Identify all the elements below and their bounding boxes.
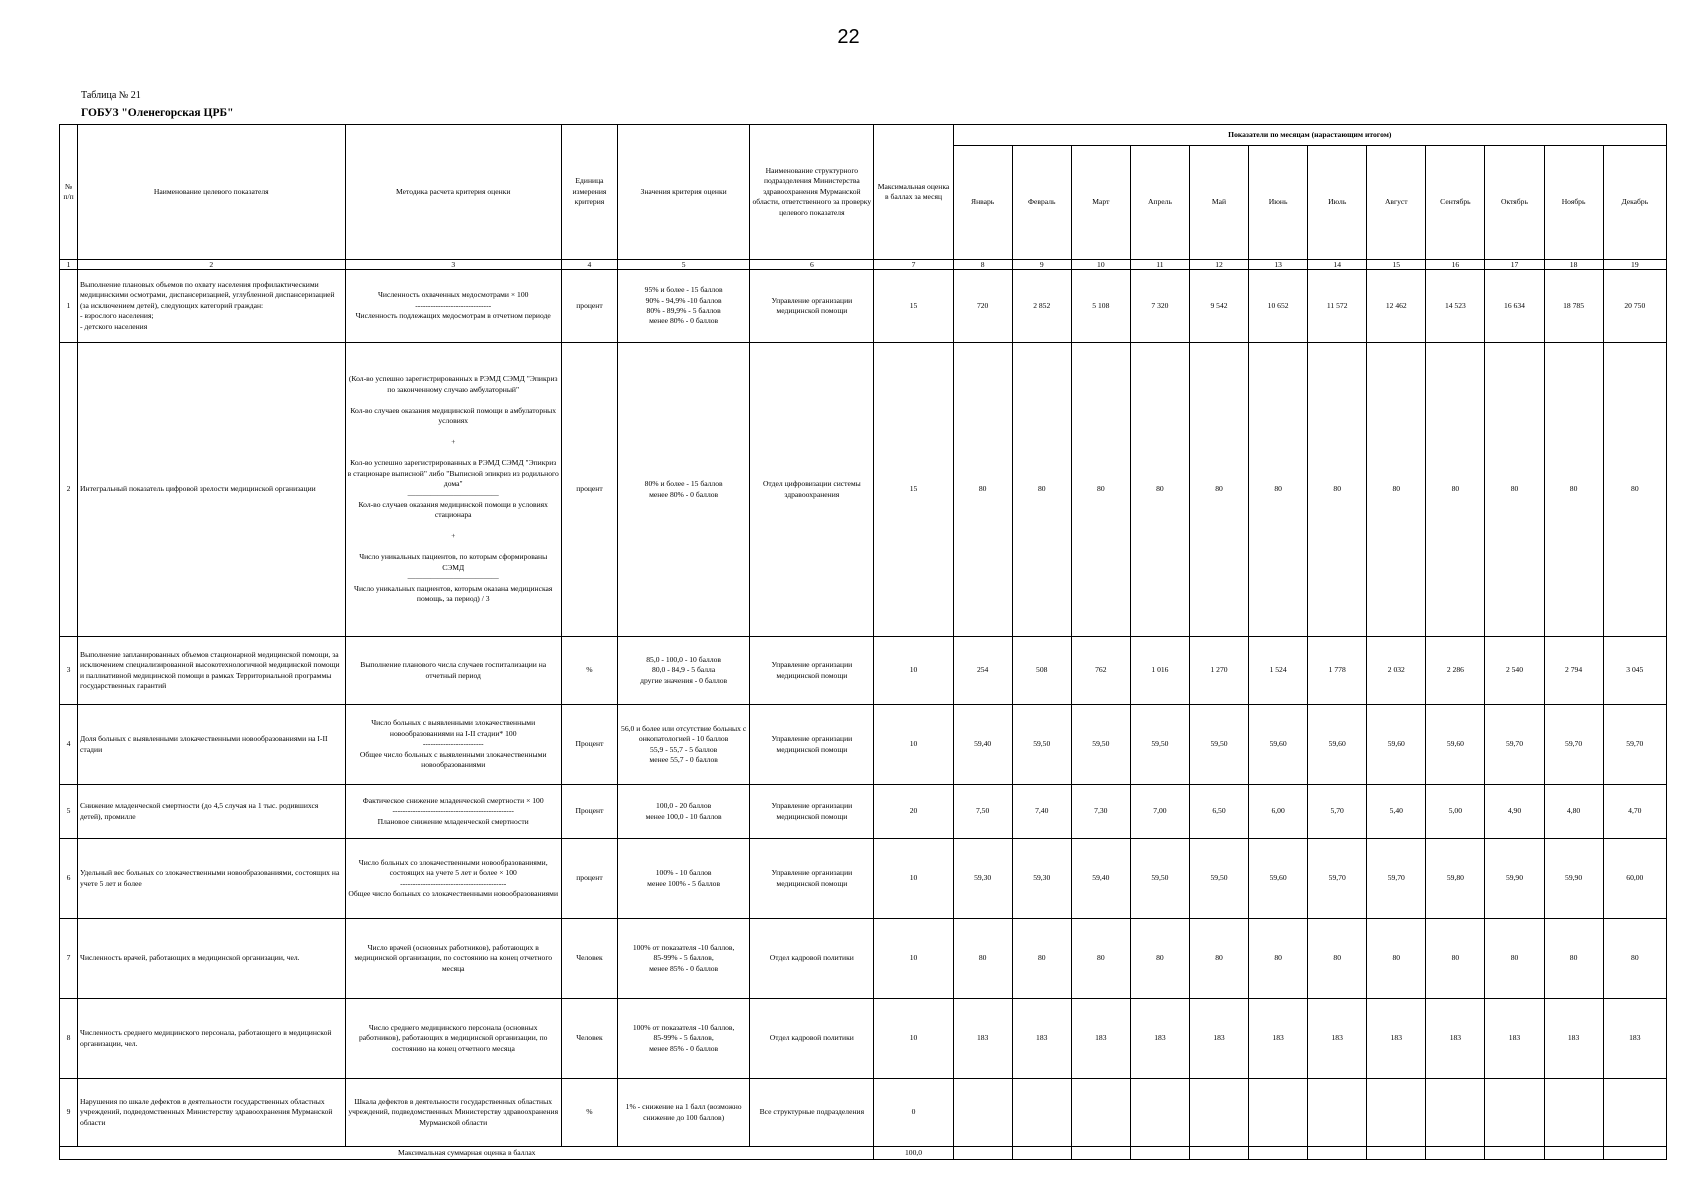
- row-month-value: 183: [1603, 999, 1666, 1079]
- total-empty-cell: [1603, 1147, 1666, 1160]
- total-empty-cell: [1367, 1147, 1426, 1160]
- header-name: Наименование целевого показателя: [78, 125, 345, 260]
- row-max-score: 15: [874, 343, 953, 637]
- page-number: 22: [837, 26, 860, 48]
- row-month-value: [1367, 1079, 1426, 1147]
- column-number: 8: [953, 260, 1012, 270]
- row-month-value: 6,50: [1189, 785, 1248, 839]
- row-month-value: 80: [1603, 919, 1666, 999]
- row-month-value: 4,70: [1603, 785, 1666, 839]
- header-month: Март: [1071, 146, 1130, 260]
- row-unit: %: [561, 1079, 617, 1147]
- row-month-value: 4,80: [1544, 785, 1603, 839]
- header-month: Август: [1367, 146, 1426, 260]
- row-month-value: 183: [953, 999, 1012, 1079]
- row-month-value: 183: [1189, 999, 1248, 1079]
- total-empty-cell: [1071, 1147, 1130, 1160]
- row-month-value: 1 778: [1308, 637, 1367, 705]
- total-empty-cell: [1485, 1147, 1544, 1160]
- row-month-value: 183: [1426, 999, 1485, 1079]
- row-month-value: 720: [953, 270, 1012, 343]
- row-month-value: [1071, 1079, 1130, 1147]
- row-max-score: 10: [874, 999, 953, 1079]
- column-number-row: [60, 260, 1667, 270]
- column-number: 4: [561, 260, 617, 270]
- row-month-value: 1 270: [1189, 637, 1248, 705]
- row-month-value: [1012, 1079, 1071, 1147]
- header-month: Апрель: [1130, 146, 1189, 260]
- header-month: Ноябрь: [1544, 146, 1603, 260]
- table-caption: Таблица № 21: [81, 90, 141, 101]
- row-month-value: 80: [1367, 343, 1426, 637]
- row-month-value: 18 785: [1544, 270, 1603, 343]
- total-label: Максимальная суммарная оценка в баллах: [60, 1147, 874, 1160]
- row-indicator-name: Снижение младенческой смертности (до 4,5 случая на 1 тыс. родившихся детей), промилле: [78, 785, 345, 839]
- column-number: 14: [1308, 260, 1367, 270]
- row-month-value: 183: [1544, 999, 1603, 1079]
- column-number: 6: [750, 260, 874, 270]
- total-empty-cell: [953, 1147, 1012, 1160]
- header-department: Наименование структурного подразделения Министерства здравоохранения Мурманской области, ответственного за проверку целевого показателя: [750, 125, 874, 260]
- row-month-value: 5,00: [1426, 785, 1485, 839]
- row-month-value: [1485, 1079, 1544, 1147]
- header-values: Значения критерия оценки: [618, 125, 750, 260]
- row-month-value: 59,50: [1130, 839, 1189, 919]
- column-number: 11: [1130, 260, 1189, 270]
- row-month-value: 80: [1249, 919, 1308, 999]
- row-indicator-name: Интегральный показатель цифровой зрелости медицинской организации: [78, 343, 345, 637]
- column-number: 16: [1426, 260, 1485, 270]
- row-month-value: 2 286: [1426, 637, 1485, 705]
- row-month-value: 6,00: [1249, 785, 1308, 839]
- row-month-value: 1 524: [1249, 637, 1308, 705]
- row-num: 4: [60, 705, 78, 785]
- column-number: 2: [78, 260, 345, 270]
- row-month-value: 183: [1249, 999, 1308, 1079]
- table-row: [60, 343, 1667, 637]
- row-month-value: 7,40: [1012, 785, 1071, 839]
- row-num: 9: [60, 1079, 78, 1147]
- row-criteria-values: 95% и более - 15 баллов 90% - 94,9% -10 баллов 80% - 89,9% - 5 баллов менее 80% - 0 баллов: [618, 270, 750, 343]
- row-department: Управление организации медицинской помощи: [750, 839, 874, 919]
- row-num: 1: [60, 270, 78, 343]
- row-month-value: 59,40: [953, 705, 1012, 785]
- row-month-value: 12 462: [1367, 270, 1426, 343]
- row-month-value: 4,90: [1485, 785, 1544, 839]
- row-department: Отдел кадровой политики: [750, 999, 874, 1079]
- row-department: Все структурные подразделения: [750, 1079, 874, 1147]
- row-month-value: 3 045: [1603, 637, 1666, 705]
- row-num: 2: [60, 343, 78, 637]
- row-month-value: 59,40: [1071, 839, 1130, 919]
- row-department: Отдел кадровой политики: [750, 919, 874, 999]
- header-month: Июль: [1308, 146, 1367, 260]
- row-month-value: 183: [1012, 999, 1071, 1079]
- row-month-value: 59,60: [1249, 839, 1308, 919]
- row-criteria-values: 85,0 - 100,0 - 10 баллов 80,0 - 84,9 - 5 балла другие значения - 0 баллов: [618, 637, 750, 705]
- row-max-score: 10: [874, 839, 953, 919]
- organization-title: ГОБУЗ "Оленегорская ЦРБ": [81, 107, 234, 119]
- row-month-value: 183: [1071, 999, 1130, 1079]
- row-month-value: 2 852: [1012, 270, 1071, 343]
- row-month-value: 59,90: [1485, 839, 1544, 919]
- table-row: [60, 785, 1667, 839]
- row-month-value: 59,70: [1485, 705, 1544, 785]
- row-month-value: 59,70: [1308, 839, 1367, 919]
- row-max-score: 10: [874, 637, 953, 705]
- row-month-value: [1249, 1079, 1308, 1147]
- row-month-value: [1603, 1079, 1666, 1147]
- row-month-value: 59,50: [1012, 705, 1071, 785]
- row-method: Фактическое снижение младенческой смертности × 100 ------------------------------------------------ Плановое снижение младенческой смертности: [345, 785, 561, 839]
- row-month-value: 7,30: [1071, 785, 1130, 839]
- row-criteria-values: 100,0 - 20 баллов менее 100,0 - 10 баллов: [618, 785, 750, 839]
- row-month-value: 5,70: [1308, 785, 1367, 839]
- column-number: 3: [345, 260, 561, 270]
- row-department: Управление организации медицинской помощи: [750, 705, 874, 785]
- row-month-value: 183: [1130, 999, 1189, 1079]
- row-month-value: 60,00: [1603, 839, 1666, 919]
- header-month: Октябрь: [1485, 146, 1544, 260]
- row-month-value: 80: [1012, 919, 1071, 999]
- row-criteria-values: 100% - 10 баллов менее 100% - 5 баллов: [618, 839, 750, 919]
- row-criteria-values: 100% от показателя -10 баллов, 85-99% - 5 баллов, менее 85% - 0 баллов: [618, 999, 750, 1079]
- header-month: Май: [1189, 146, 1248, 260]
- row-method: Число среднего медицинского персонала (основных работников), работающих в медицинской организации, по состоянию на конец отчетного месяца: [345, 999, 561, 1079]
- row-month-value: 80: [1130, 343, 1189, 637]
- row-month-value: 59,90: [1544, 839, 1603, 919]
- row-month-value: [953, 1079, 1012, 1147]
- row-month-value: 14 523: [1426, 270, 1485, 343]
- row-num: 6: [60, 839, 78, 919]
- table-row: [60, 839, 1667, 919]
- row-method: (Кол-во успешно зарегистрированных в РЭМД СЭМД "Эпикриз по законченному случаю амбулаторный" Кол-во случаев оказания медицинской помощи в амбулаторных условиях + Кол-во успешно зарегистрированных в РЭМД СЭМД "Эпикриз в стационаре выписной" либо "Выписной эпикриз из родильного дома" ———————————— Кол-во случаев оказания медицинской помощи в условиях стационара + Число уникальных пациентов, по которым сформированы СЭМД ———————————— Число уникальных пациентов, которым оказана медицинская помощь, за период) / 3: [345, 343, 561, 637]
- row-max-score: 10: [874, 919, 953, 999]
- row-month-value: [1189, 1079, 1248, 1147]
- row-max-score: 10: [874, 705, 953, 785]
- total-empty-cell: [1130, 1147, 1189, 1160]
- row-month-value: 183: [1308, 999, 1367, 1079]
- row-month-value: 80: [1308, 343, 1367, 637]
- row-indicator-name: Нарушения по шкале дефектов в деятельности государственных областных учреждений, подведомственных Министерству здравоохранения Мурманской области: [78, 1079, 345, 1147]
- row-method: Число врачей (основных работников), работающих в медицинской организации, по состоянию на конец отчетного месяца: [345, 919, 561, 999]
- row-month-value: 80: [1249, 343, 1308, 637]
- row-month-value: 80: [1544, 343, 1603, 637]
- row-month-value: 2 032: [1367, 637, 1426, 705]
- row-month-value: 80: [1071, 919, 1130, 999]
- row-month-value: 59,50: [1189, 839, 1248, 919]
- column-number: 18: [1544, 260, 1603, 270]
- row-month-value: 80: [1367, 919, 1426, 999]
- row-num: 8: [60, 999, 78, 1079]
- row-month-value: [1544, 1079, 1603, 1147]
- header-max-score: Максимальная оценка в баллах за месяц: [874, 125, 953, 260]
- row-month-value: 11 572: [1308, 270, 1367, 343]
- row-unit: процент: [561, 270, 617, 343]
- row-month-value: 80: [1426, 919, 1485, 999]
- row-indicator-name: Доля больных с выявленными злокачественными новообразованиями на I-II стадии: [78, 705, 345, 785]
- row-max-score: 20: [874, 785, 953, 839]
- row-month-value: 59,50: [1071, 705, 1130, 785]
- header-month: Декабрь: [1603, 146, 1666, 260]
- row-month-value: 80: [1189, 343, 1248, 637]
- total-value: 100,0: [874, 1147, 953, 1160]
- row-month-value: 80: [953, 343, 1012, 637]
- total-empty-cell: [1249, 1147, 1308, 1160]
- row-unit: Человек: [561, 999, 617, 1079]
- row-unit: Человек: [561, 919, 617, 999]
- row-num: 5: [60, 785, 78, 839]
- row-month-value: 762: [1071, 637, 1130, 705]
- row-month-value: 80: [1012, 343, 1071, 637]
- row-month-value: 508: [1012, 637, 1071, 705]
- column-number: 5: [618, 260, 750, 270]
- row-department: Отдел цифровизации системы здравоохранения: [750, 343, 874, 637]
- row-criteria-values: 100% от показателя -10 баллов, 85-99% - 5 баллов, менее 85% - 0 баллов: [618, 919, 750, 999]
- row-month-value: 7,00: [1130, 785, 1189, 839]
- row-month-value: 183: [1485, 999, 1544, 1079]
- indicators-body: [60, 270, 1667, 1160]
- total-empty-cell: [1189, 1147, 1248, 1160]
- row-month-value: 2 794: [1544, 637, 1603, 705]
- table-row: [60, 919, 1667, 999]
- header-month: Январь: [953, 146, 1012, 260]
- row-month-value: 80: [1544, 919, 1603, 999]
- header-month: Февраль: [1012, 146, 1071, 260]
- header-unit: Единица измерения критерия: [561, 125, 617, 260]
- row-department: Управление организации медицинской помощи: [750, 785, 874, 839]
- header-month: Июнь: [1249, 146, 1308, 260]
- row-unit: Процент: [561, 785, 617, 839]
- column-number: 17: [1485, 260, 1544, 270]
- row-criteria-values: 56,0 и более или отсутствие больных с онкопатологией - 10 баллов 55,9 - 55,7 - 5 баллов менее 55,7 - 0 баллов: [618, 705, 750, 785]
- column-number: 12: [1189, 260, 1248, 270]
- row-month-value: [1130, 1079, 1189, 1147]
- row-method: Шкала дефектов в деятельности государственных областных учреждений, подведомственных Министерству здравоохранения Мурманской области: [345, 1079, 561, 1147]
- row-month-value: 80: [1426, 343, 1485, 637]
- row-month-value: 80: [1485, 343, 1544, 637]
- row-month-value: 59,60: [1367, 705, 1426, 785]
- row-month-value: 59,60: [1308, 705, 1367, 785]
- row-month-value: 7,50: [953, 785, 1012, 839]
- row-month-value: 59,80: [1426, 839, 1485, 919]
- row-month-value: 59,70: [1544, 705, 1603, 785]
- header-method: Методика расчета критерия оценки: [345, 125, 561, 260]
- row-method: Число больных с выявленными злокачественными новообразованиями на I-II стадии* 100 ------------------------ Общее число больных с выявленными злокачественными новообразованиями: [345, 705, 561, 785]
- header-months-group: Показатели по месяцам (нарастающим итогом): [953, 125, 1666, 146]
- row-indicator-name: Выполнение запланированных объемов стационарной медицинской помощи, за исключением специализированной высокотехнологичной медицинской помощи и паллиативной медицинской помощи в рамках Территориальной программы государственных гарантий: [78, 637, 345, 705]
- header-num: № п/п: [60, 125, 78, 260]
- row-month-value: 59,50: [1189, 705, 1248, 785]
- row-max-score: 15: [874, 270, 953, 343]
- row-department: Управление организации медицинской помощи: [750, 270, 874, 343]
- table-row: [60, 1079, 1667, 1147]
- row-month-value: 7 320: [1130, 270, 1189, 343]
- row-month-value: 20 750: [1603, 270, 1666, 343]
- row-unit: %: [561, 637, 617, 705]
- column-number: 9: [1012, 260, 1071, 270]
- row-unit: Процент: [561, 705, 617, 785]
- table-row: [60, 705, 1667, 785]
- row-month-value: 80: [1485, 919, 1544, 999]
- row-month-value: 9 542: [1189, 270, 1248, 343]
- row-month-value: 59,50: [1130, 705, 1189, 785]
- table-row: [60, 270, 1667, 343]
- row-month-value: 80: [1189, 919, 1248, 999]
- header-row-group: [60, 125, 1667, 146]
- row-month-value: 5 108: [1071, 270, 1130, 343]
- row-method: Выполнение планового числа случаев госпитализации на отчетный период: [345, 637, 561, 705]
- row-month-value: 1 016: [1130, 637, 1189, 705]
- header-month: Сентябрь: [1426, 146, 1485, 260]
- row-indicator-name: Численность среднего медицинского персонала, работающего в медицинской организации, чел.: [78, 999, 345, 1079]
- row-month-value: 59,70: [1603, 705, 1666, 785]
- row-month-value: 2 540: [1485, 637, 1544, 705]
- row-month-value: [1308, 1079, 1367, 1147]
- indicators-table: [59, 124, 1667, 1160]
- row-month-value: 80: [1308, 919, 1367, 999]
- table-row: [60, 999, 1667, 1079]
- row-month-value: [1426, 1079, 1485, 1147]
- row-month-value: 80: [953, 919, 1012, 999]
- row-indicator-name: Выполнение плановых объемов по охвату населения профилактическими медицинскими осмотрами, диспансеризацией, углубленной диспансеризацией (за исключением детей), следующих категорий граждан: - взрослого населения; - детского населения: [78, 270, 345, 343]
- total-row: [60, 1147, 1667, 1160]
- column-number: 15: [1367, 260, 1426, 270]
- column-number: 19: [1603, 260, 1666, 270]
- row-month-value: 254: [953, 637, 1012, 705]
- column-number: 13: [1249, 260, 1308, 270]
- row-month-value: 59,60: [1249, 705, 1308, 785]
- column-number: 10: [1071, 260, 1130, 270]
- row-unit: процент: [561, 839, 617, 919]
- row-month-value: 59,30: [1012, 839, 1071, 919]
- row-indicator-name: Удельный вес больных со злокачественными новообразованиями, состоящих на учете 5 лет и более: [78, 839, 345, 919]
- row-num: 3: [60, 637, 78, 705]
- total-empty-cell: [1426, 1147, 1485, 1160]
- total-empty-cell: [1012, 1147, 1071, 1160]
- row-month-value: 80: [1130, 919, 1189, 999]
- row-indicator-name: Численность врачей, работающих в медицинской организации, чел.: [78, 919, 345, 999]
- total-empty-cell: [1544, 1147, 1603, 1160]
- row-month-value: 80: [1603, 343, 1666, 637]
- row-month-value: 59,60: [1426, 705, 1485, 785]
- row-month-value: 5,40: [1367, 785, 1426, 839]
- column-number: 7: [874, 260, 953, 270]
- row-month-value: 10 652: [1249, 270, 1308, 343]
- row-month-value: 16 634: [1485, 270, 1544, 343]
- row-month-value: 80: [1071, 343, 1130, 637]
- table-row: [60, 637, 1667, 705]
- row-criteria-values: 1% - снижение на 1 балл (возможно снижение до 100 баллов): [618, 1079, 750, 1147]
- row-method: Число больных со злокачественными новообразованиями, состоящих на учете 5 лет и более × 100 ------------------------------------------ Общее число больных со злокачественными новообразованиями: [345, 839, 561, 919]
- row-month-value: 59,30: [953, 839, 1012, 919]
- row-max-score: 0: [874, 1079, 953, 1147]
- row-unit: процент: [561, 343, 617, 637]
- row-month-value: 59,70: [1367, 839, 1426, 919]
- row-num: 7: [60, 919, 78, 999]
- row-department: Управление организации медицинской помощи: [750, 637, 874, 705]
- column-number: 1: [60, 260, 78, 270]
- row-method: Численность охваченных медосмотрами × 100 ------------------------------ Численность подлежащих медосмотрам в отчетном периоде: [345, 270, 561, 343]
- total-empty-cell: [1308, 1147, 1367, 1160]
- row-month-value: 183: [1367, 999, 1426, 1079]
- row-criteria-values: 80% и более - 15 баллов менее 80% - 0 баллов: [618, 343, 750, 637]
